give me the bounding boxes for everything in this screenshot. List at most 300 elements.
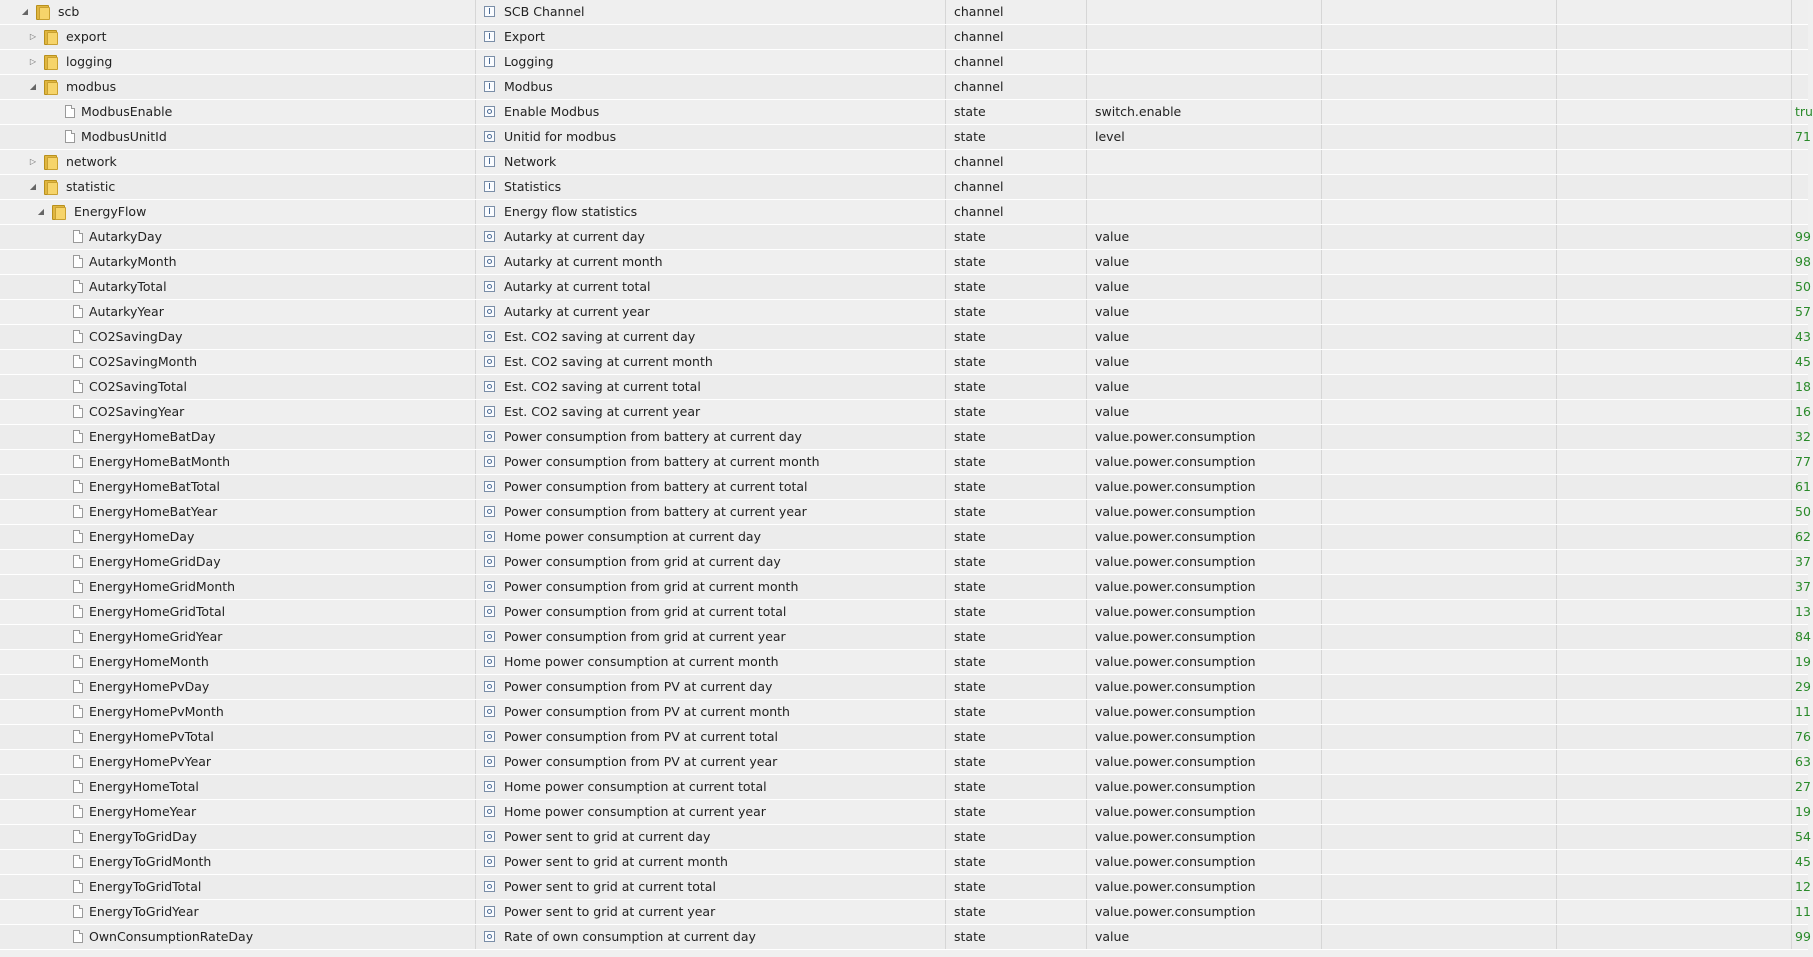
object-id[interactable]: AutarkyDay — [89, 229, 163, 244]
tree-row[interactable] — [0, 125, 1811, 150]
tree-row[interactable] — [0, 450, 1811, 475]
value-cell[interactable] — [1792, 400, 1811, 424]
room-cell[interactable] — [1322, 925, 1557, 949]
state-icon — [484, 481, 495, 492]
object-type: state — [954, 854, 986, 869]
object-name: Home power consumption at current total — [504, 779, 767, 794]
object-value: 19 — [1795, 804, 1811, 819]
room-cell[interactable] — [1322, 675, 1557, 699]
object-id[interactable]: CO2SavingTotal — [89, 379, 188, 394]
value-cell[interactable] — [1792, 825, 1811, 849]
room-cell[interactable] — [1322, 650, 1557, 674]
object-id[interactable]: EnergyHomeGridMonth — [89, 579, 236, 594]
state-icon — [484, 806, 495, 817]
function-cell[interactable] — [1557, 125, 1792, 149]
function-cell[interactable] — [1557, 475, 1792, 499]
function-cell[interactable] — [1557, 325, 1792, 349]
role-cell — [1087, 125, 1322, 149]
object-role: value.power.consumption — [1095, 429, 1256, 444]
role-cell — [1087, 350, 1322, 374]
value-cell[interactable] — [1792, 625, 1811, 649]
room-cell[interactable] — [1322, 75, 1557, 99]
function-cell[interactable] — [1557, 700, 1792, 724]
id-cell — [5, 275, 476, 299]
object-id[interactable]: EnergyFlow — [74, 204, 147, 219]
spacer — [35, 125, 47, 149]
function-cell[interactable] — [1557, 525, 1792, 549]
id-cell — [5, 825, 476, 849]
spacer — [43, 400, 55, 424]
value-cell[interactable] — [1792, 125, 1811, 149]
value-cell[interactable] — [1792, 925, 1811, 949]
value-cell[interactable] — [1792, 650, 1811, 674]
file-icon — [73, 605, 83, 618]
object-id[interactable]: EnergyHomeBatYear — [89, 504, 218, 519]
object-value: 50 — [1795, 279, 1811, 294]
function-cell[interactable] — [1557, 925, 1792, 949]
value-cell[interactable] — [1792, 350, 1811, 374]
role-cell — [1087, 450, 1322, 474]
tree-row[interactable] — [0, 200, 1808, 225]
tree-row[interactable] — [0, 100, 1813, 125]
value-cell[interactable] — [1792, 875, 1811, 899]
spacer — [43, 925, 55, 949]
room-cell[interactable] — [1322, 25, 1557, 49]
room-cell[interactable] — [1322, 400, 1557, 424]
function-cell[interactable] — [1557, 750, 1792, 774]
object-id[interactable]: EnergyToGridYear — [89, 904, 199, 919]
tree-row[interactable] — [0, 700, 1811, 725]
object-id[interactable]: EnergyHomePvYear — [89, 754, 212, 769]
tree-row[interactable] — [0, 25, 1808, 50]
object-id[interactable]: EnergyHomeYear — [89, 804, 197, 819]
object-id[interactable]: export — [66, 29, 107, 44]
object-type: state — [954, 829, 986, 844]
object-name: Autarky at current month — [504, 254, 663, 269]
tree-row[interactable] — [0, 250, 1811, 275]
room-cell[interactable] — [1322, 500, 1557, 524]
object-id[interactable]: EnergyToGridTotal — [89, 879, 202, 894]
room-cell[interactable] — [1322, 850, 1557, 874]
tree-row[interactable] — [0, 525, 1811, 550]
channel-icon — [484, 206, 495, 217]
object-id[interactable]: ModbusUnitId — [81, 129, 167, 144]
value-cell[interactable] — [1792, 25, 1808, 49]
tree-row[interactable] — [0, 475, 1811, 500]
folder-icon — [43, 55, 58, 69]
room-cell[interactable] — [1322, 100, 1557, 124]
value-cell[interactable] — [1792, 325, 1811, 349]
value-cell[interactable] — [1792, 850, 1811, 874]
value-cell[interactable] — [1792, 375, 1811, 399]
value-cell[interactable] — [1792, 0, 1808, 24]
function-cell[interactable] — [1557, 500, 1792, 524]
object-value: 19 — [1795, 654, 1811, 669]
object-type: state — [954, 229, 986, 244]
type-cell — [946, 600, 1087, 624]
expand-arrow-icon[interactable]: ▷ — [29, 57, 37, 66]
room-cell[interactable] — [1322, 325, 1557, 349]
value-cell[interactable] — [1792, 450, 1811, 474]
function-cell[interactable] — [1557, 650, 1792, 674]
function-cell[interactable] — [1557, 275, 1792, 299]
tree-row[interactable] — [0, 350, 1811, 375]
tree-row[interactable] — [0, 600, 1811, 625]
name-cell — [476, 225, 946, 249]
function-cell[interactable] — [1557, 400, 1792, 424]
object-name: Home power consumption at current month — [504, 654, 779, 669]
function-cell[interactable] — [1557, 625, 1792, 649]
object-id[interactable]: network — [66, 154, 117, 169]
name-cell — [476, 575, 946, 599]
value-cell[interactable] — [1792, 200, 1808, 224]
function-cell[interactable] — [1557, 875, 1792, 899]
tree-row[interactable] — [0, 0, 1808, 25]
file-icon — [73, 480, 83, 493]
object-type: state — [954, 354, 986, 369]
tree-row[interactable] — [0, 725, 1811, 750]
spacer — [43, 500, 55, 524]
tree-row[interactable] — [0, 850, 1811, 875]
object-name: Logging — [504, 54, 554, 69]
role-cell — [1087, 725, 1322, 749]
type-cell — [946, 175, 1087, 199]
channel-icon — [484, 156, 495, 167]
state-icon — [484, 931, 495, 942]
tree-row[interactable] — [0, 900, 1811, 925]
function-cell[interactable] — [1557, 175, 1792, 199]
object-id[interactable]: EnergyToGridDay — [89, 829, 197, 844]
spacer — [43, 325, 55, 349]
role-cell — [1087, 850, 1322, 874]
object-id[interactable]: EnergyHomeTotal — [89, 779, 199, 794]
object-id[interactable]: ModbusEnable — [81, 104, 173, 119]
id-cell — [5, 175, 476, 199]
value-cell[interactable] — [1792, 275, 1811, 299]
object-id[interactable]: CO2SavingYear — [89, 404, 185, 419]
room-cell[interactable] — [1322, 125, 1557, 149]
value-cell[interactable] — [1792, 475, 1811, 499]
room-cell[interactable] — [1322, 300, 1557, 324]
id-cell — [5, 400, 476, 424]
function-cell[interactable] — [1557, 425, 1792, 449]
value-cell[interactable] — [1792, 775, 1811, 799]
room-cell[interactable] — [1322, 825, 1557, 849]
room-cell[interactable] — [1322, 375, 1557, 399]
role-cell — [1087, 700, 1322, 724]
tree-row[interactable] — [0, 75, 1808, 100]
object-id[interactable]: statistic — [66, 179, 116, 194]
state-icon — [484, 781, 495, 792]
value-cell[interactable] — [1792, 725, 1811, 749]
state-icon — [484, 306, 495, 317]
object-id[interactable]: EnergyHomePvDay — [89, 679, 210, 694]
object-id[interactable]: scb — [58, 4, 80, 19]
tree-row[interactable] — [0, 175, 1808, 200]
object-id[interactable]: AutarkyTotal — [89, 279, 167, 294]
file-icon — [73, 780, 83, 793]
object-id[interactable]: EnergyHomePvMonth — [89, 704, 224, 719]
object-value: 54 — [1795, 829, 1811, 844]
value-cell[interactable] — [1792, 300, 1811, 324]
room-cell[interactable] — [1322, 175, 1557, 199]
object-id[interactable]: EnergyHomeMonth — [89, 654, 209, 669]
value-cell[interactable] — [1792, 575, 1811, 599]
tree-row[interactable] — [0, 325, 1811, 350]
id-cell — [5, 300, 476, 324]
value-cell[interactable] — [1792, 525, 1811, 549]
tree-row[interactable] — [0, 750, 1811, 775]
value-cell[interactable] — [1792, 675, 1811, 699]
spacer — [43, 300, 55, 324]
function-cell[interactable] — [1557, 100, 1792, 124]
object-name: Autarky at current day — [504, 229, 645, 244]
type-cell — [946, 275, 1087, 299]
file-icon — [73, 630, 83, 643]
object-name: Est. CO2 saving at current month — [504, 354, 713, 369]
function-cell[interactable] — [1557, 75, 1792, 99]
room-cell[interactable] — [1322, 575, 1557, 599]
value-cell[interactable] — [1792, 600, 1811, 624]
function-cell[interactable] — [1557, 25, 1792, 49]
expand-arrow-icon[interactable]: ▷ — [29, 32, 37, 41]
value-cell[interactable] — [1792, 225, 1811, 249]
object-type: state — [954, 454, 986, 469]
value-cell[interactable] — [1792, 425, 1811, 449]
tree-row[interactable] — [0, 575, 1811, 600]
object-id[interactable]: EnergyToGridMonth — [89, 854, 212, 869]
file-icon — [73, 355, 83, 368]
value-cell[interactable] — [1792, 900, 1811, 924]
room-cell[interactable] — [1322, 0, 1557, 24]
function-cell[interactable] — [1557, 375, 1792, 399]
object-id[interactable]: AutarkyMonth — [89, 254, 177, 269]
spacer — [43, 475, 55, 499]
value-cell[interactable] — [1792, 700, 1811, 724]
object-name: Energy flow statistics — [504, 204, 638, 219]
object-id[interactable]: CO2SavingMonth — [89, 354, 198, 369]
type-cell — [946, 125, 1087, 149]
object-id[interactable]: OwnConsumptionRateDay — [89, 929, 254, 944]
collapse-arrow-icon[interactable]: ◢ — [29, 182, 37, 191]
spacer — [43, 425, 55, 449]
room-cell[interactable] — [1322, 150, 1557, 174]
room-cell[interactable] — [1322, 900, 1557, 924]
object-name: Power sent to grid at current day — [504, 829, 711, 844]
tree-row[interactable] — [0, 150, 1808, 175]
object-type: state — [954, 579, 986, 594]
role-cell — [1087, 100, 1322, 124]
object-name: Network — [504, 154, 557, 169]
room-cell[interactable] — [1322, 475, 1557, 499]
function-cell[interactable] — [1557, 150, 1792, 174]
function-cell[interactable] — [1557, 50, 1792, 74]
object-id[interactable]: logging — [66, 54, 113, 69]
object-id[interactable]: modbus — [66, 79, 117, 94]
object-value: 76 — [1795, 729, 1811, 744]
name-cell — [476, 925, 946, 949]
object-id[interactable]: EnergyHomeGridYear — [89, 629, 223, 644]
tree-row[interactable] — [0, 925, 1811, 950]
object-id[interactable]: AutarkyYear — [89, 304, 164, 319]
tree-row[interactable] — [0, 225, 1811, 250]
object-id[interactable]: EnergyHomeDay — [89, 529, 195, 544]
state-icon — [484, 656, 495, 667]
function-cell[interactable] — [1557, 225, 1792, 249]
function-cell[interactable] — [1557, 550, 1792, 574]
room-cell[interactable] — [1322, 425, 1557, 449]
role-cell — [1087, 875, 1322, 899]
function-cell[interactable] — [1557, 300, 1792, 324]
object-type: state — [954, 804, 986, 819]
function-cell[interactable] — [1557, 725, 1792, 749]
tree-row[interactable] — [0, 500, 1811, 525]
type-cell — [946, 25, 1087, 49]
tree-row[interactable] — [0, 50, 1808, 75]
id-cell — [5, 550, 476, 574]
tree-row[interactable] — [0, 650, 1811, 675]
function-cell[interactable] — [1557, 600, 1792, 624]
room-cell[interactable] — [1322, 800, 1557, 824]
value-cell[interactable] — [1792, 500, 1811, 524]
object-role: value — [1095, 279, 1130, 294]
function-cell[interactable] — [1557, 250, 1792, 274]
value-cell[interactable] — [1792, 100, 1813, 124]
tree-row[interactable] — [0, 825, 1811, 850]
function-cell[interactable] — [1557, 575, 1792, 599]
object-value: 12 — [1795, 879, 1811, 894]
object-name: Export — [504, 29, 545, 44]
object-value: tru — [1795, 104, 1813, 119]
role-cell — [1087, 400, 1322, 424]
collapse-arrow-icon[interactable]: ◢ — [29, 82, 37, 91]
object-type: state — [954, 554, 986, 569]
object-value: 37 — [1795, 579, 1811, 594]
spacer — [43, 825, 55, 849]
value-cell[interactable] — [1792, 750, 1811, 774]
id-cell — [5, 700, 476, 724]
tree-row[interactable] — [0, 800, 1811, 825]
id-cell — [5, 800, 476, 824]
object-id[interactable]: EnergyHomePvTotal — [89, 729, 214, 744]
id-cell — [5, 575, 476, 599]
room-cell[interactable] — [1322, 50, 1557, 74]
room-cell[interactable] — [1322, 525, 1557, 549]
role-cell — [1087, 200, 1322, 224]
type-cell — [946, 825, 1087, 849]
object-type: state — [954, 904, 986, 919]
role-cell — [1087, 600, 1322, 624]
room-cell[interactable] — [1322, 875, 1557, 899]
tree-row[interactable] — [0, 300, 1811, 325]
tree-row[interactable] — [0, 625, 1811, 650]
value-cell[interactable] — [1792, 800, 1811, 824]
value-cell[interactable] — [1792, 250, 1811, 274]
function-cell[interactable] — [1557, 775, 1792, 799]
function-cell[interactable] — [1557, 800, 1792, 824]
room-cell[interactable] — [1322, 775, 1557, 799]
tree-row[interactable] — [0, 375, 1811, 400]
expand-arrow-icon[interactable]: ▷ — [29, 157, 37, 166]
value-cell[interactable] — [1792, 175, 1808, 199]
collapse-arrow-icon[interactable]: ◢ — [21, 7, 29, 16]
function-cell[interactable] — [1557, 350, 1792, 374]
object-value: 45 — [1795, 354, 1811, 369]
function-cell[interactable] — [1557, 0, 1792, 24]
room-cell[interactable] — [1322, 250, 1557, 274]
object-role: value.power.consumption — [1095, 654, 1256, 669]
spacer — [43, 275, 55, 299]
tree-row[interactable] — [0, 775, 1811, 800]
room-cell[interactable] — [1322, 275, 1557, 299]
name-cell — [476, 875, 946, 899]
object-id[interactable]: EnergyHomeBatTotal — [89, 479, 221, 494]
value-cell[interactable] — [1792, 50, 1808, 74]
object-type: state — [954, 879, 986, 894]
tree-row[interactable] — [0, 425, 1811, 450]
object-type: state — [954, 129, 986, 144]
file-icon — [73, 655, 83, 668]
room-cell[interactable] — [1322, 700, 1557, 724]
object-type: state — [954, 654, 986, 669]
type-cell — [946, 850, 1087, 874]
room-cell[interactable] — [1322, 200, 1557, 224]
object-id[interactable]: EnergyHomeGridDay — [89, 554, 221, 569]
object-role: value.power.consumption — [1095, 529, 1256, 544]
object-id[interactable]: CO2SavingDay — [89, 329, 183, 344]
collapse-arrow-icon[interactable]: ◢ — [37, 207, 45, 216]
function-cell[interactable] — [1557, 825, 1792, 849]
function-cell[interactable] — [1557, 850, 1792, 874]
tree-row[interactable] — [0, 400, 1811, 425]
tree-row[interactable] — [0, 675, 1811, 700]
object-name: Autarky at current total — [504, 279, 651, 294]
state-icon — [484, 506, 495, 517]
room-cell[interactable] — [1322, 600, 1557, 624]
function-cell[interactable] — [1557, 450, 1792, 474]
tree-row[interactable] — [0, 875, 1811, 900]
room-cell[interactable] — [1322, 750, 1557, 774]
room-cell[interactable] — [1322, 625, 1557, 649]
function-cell[interactable] — [1557, 200, 1792, 224]
function-cell[interactable] — [1557, 675, 1792, 699]
room-cell[interactable] — [1322, 725, 1557, 749]
value-cell[interactable] — [1792, 75, 1808, 99]
room-cell[interactable] — [1322, 225, 1557, 249]
room-cell[interactable] — [1322, 450, 1557, 474]
state-icon — [484, 456, 495, 467]
role-cell — [1087, 800, 1322, 824]
tree-row[interactable] — [0, 550, 1811, 575]
room-cell[interactable] — [1322, 550, 1557, 574]
object-id[interactable]: EnergyHomeBatMonth — [89, 454, 230, 469]
spacer — [43, 675, 55, 699]
object-id[interactable]: EnergyHomeGridTotal — [89, 604, 226, 619]
object-id[interactable]: EnergyHomeBatDay — [89, 429, 216, 444]
function-cell[interactable] — [1557, 900, 1792, 924]
value-cell[interactable] — [1792, 550, 1811, 574]
value-cell[interactable] — [1792, 150, 1808, 174]
tree-row[interactable] — [0, 275, 1811, 300]
type-cell — [946, 625, 1087, 649]
name-cell — [476, 650, 946, 674]
name-cell — [476, 500, 946, 524]
object-role: value — [1095, 229, 1130, 244]
file-icon — [73, 530, 83, 543]
room-cell[interactable] — [1322, 350, 1557, 374]
object-type: state — [954, 704, 986, 719]
name-cell — [476, 300, 946, 324]
